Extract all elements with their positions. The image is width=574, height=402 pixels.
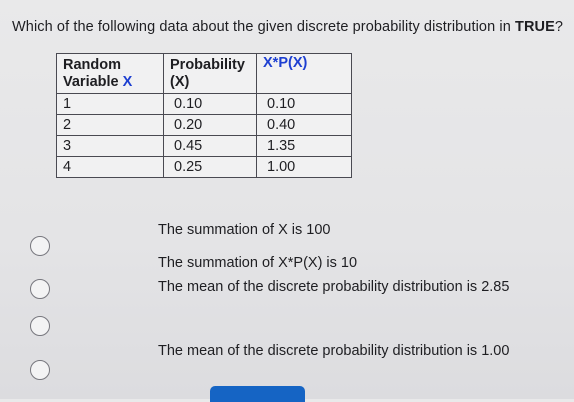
radio-button-icon[interactable] [30,236,50,256]
cell-x: 1 [57,94,164,115]
option-label: The mean of the discrete probability distribution is 1.00 [158,343,510,359]
probability-table [56,53,352,178]
table-row [57,94,352,115]
question-text-main: Which of the following data about the given discrete probability distribution in [12,19,515,35]
cell-xpx: 1.35 [257,136,352,157]
cell-xpx: 0.40 [257,115,352,136]
question-text-end: ? [554,19,564,35]
cell-x: 2 [57,115,164,136]
cell-probability: 0.20 [164,115,257,136]
question-text [12,18,568,36]
table-header-row [57,54,352,94]
header-random-variable: Random Variable X [57,54,164,94]
cell-probability: 0.10 [164,94,257,115]
radio-button-icon[interactable] [30,360,50,380]
cell-x: 3 [57,136,164,157]
table-row [57,115,352,136]
cell-x: 4 [57,157,164,178]
answer-option-3[interactable] [30,279,550,309]
option-label: The summation of X*P(X) is 10 [158,255,358,271]
question-emphasis: TRUE [515,19,555,35]
answer-option-1[interactable] [30,222,550,252]
cell-xpx: 0.10 [257,94,352,115]
submit-button[interactable] [210,386,305,402]
option-label: The mean of the discrete probability distribution is 2.85 [158,279,510,295]
table-row [57,157,352,178]
cell-probability: 0.45 [164,136,257,157]
table-row [57,136,352,157]
header-xpx: X*P(X) [257,54,352,94]
cell-probability: 0.25 [164,157,257,178]
cell-xpx: 1.00 [257,157,352,178]
answer-option-4[interactable] [30,313,550,359]
option-label: The summation of X is 100 [158,222,331,238]
header-probability: Probability (X) [164,54,257,94]
